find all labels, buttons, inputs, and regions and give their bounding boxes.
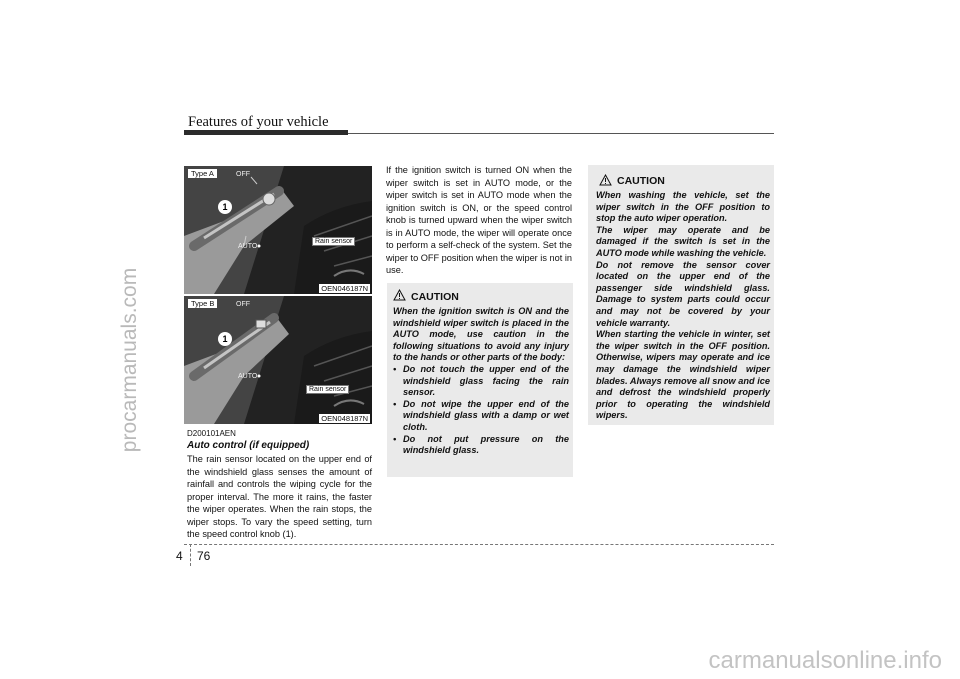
chapter-number: 4 [176, 549, 183, 563]
caution-box-middle [387, 283, 573, 477]
header-bar [184, 130, 348, 135]
page-header-title: Features of your vehicle [188, 114, 329, 130]
caution-body [393, 306, 569, 457]
footer-divider [190, 544, 191, 566]
header-rule [348, 133, 774, 134]
section-title: Auto control (if equipped) [187, 440, 310, 451]
caution-title: CAUTION [411, 291, 459, 303]
figure-type-label: Type A [188, 169, 217, 178]
section-paragraph: The rain sensor located on the upper end of the windshield glass senses the amount of rainfall and controls the wiping cycle for the proper interval. The more it rains, the faster the wiper operates. When the rain stops, the wiper stops. To vary the speed setting, turn the speed control knob (1). [187, 454, 372, 539]
auto-label: AUTO [238, 243, 258, 250]
caution-bullet-list [393, 364, 569, 457]
wiper-stalk-illustration-b [184, 296, 372, 424]
speed-knob-marker: 1 [218, 332, 232, 346]
figure-type-b [184, 296, 372, 424]
rain-sensor-label: Rain sensor [312, 237, 355, 246]
section-code: D200101AEN [187, 429, 236, 438]
caution-bullet: • Do not touch the upper end of the windshield glass facing the rain sensor. [393, 364, 569, 399]
warning-triangle-icon [393, 289, 406, 301]
caution-paragraph: When washing the vehicle, set the wiper switch in the OFF position to stop the auto wiper operation. [596, 190, 770, 224]
caution-body [596, 190, 770, 422]
figure-code: OEN048187N [321, 414, 368, 423]
figure-type-a [184, 166, 372, 294]
figure-code: OEN046187N [321, 284, 368, 293]
footer-rule [184, 544, 774, 545]
speed-knob-marker: 1 [218, 200, 232, 214]
page-number: 76 [197, 549, 211, 563]
off-label: OFF [236, 301, 250, 308]
caution-paragraph: Do not remove the sensor cover located on the upper end of the passenger side windshield glass. Damage to system parts could occur and may not be covered by your vehicle warranty. [596, 259, 770, 328]
watermark-carmanualsonline: carmanualsonline.info [708, 647, 942, 674]
caution-title: CAUTION [617, 175, 665, 187]
caution-paragraph: The wiper may operate and be damaged if the switch is set in the AUTO mode while washing the vehicle. [596, 224, 770, 258]
wiper-stalk-illustration-a [184, 166, 372, 294]
caution-paragraph: When starting the vehicle in winter, set the wiper switch in the OFF position. Otherwise, wipers may operate and ice may damage the windshield wiper blades. Always remove all snow and ice and defrost the windshield properly prior to operating the windshield wipers. [596, 329, 770, 421]
caution-bullet: • Do not put pressure on the windshield glass. [393, 434, 569, 457]
rain-sensor-label: Rain sensor [306, 385, 349, 394]
ignition-paragraph: If the ignition switch is turned ON when the wiper switch is set in AUTO mode, or the wiper switch is set in AUTO mode when the ignition switch is ON, or the speed control knob is turned upward when the wiper switch is in AUTO mode, the wiper will operate once to perform a self-check of the system. Set the wiper to OFF position when the wiper is not in use. [386, 165, 572, 275]
watermark-procarmanuals: procarmanuals.com [118, 267, 141, 453]
caution-box-right [588, 165, 774, 425]
caution-intro: When the ignition switch is ON and the windshield wiper switch is placed in the AUTO mode, use caution in the following situations to avoid any injury to the hands or other parts of the body: [393, 306, 569, 363]
warning-triangle-icon [599, 174, 612, 186]
off-label: OFF [236, 171, 250, 178]
caution-bullet: • Do not wipe the upper end of the windshield glass with a damp or wet cloth. [393, 399, 569, 434]
figure-type-label: Type B [188, 299, 217, 308]
auto-label: AUTO [238, 373, 258, 380]
